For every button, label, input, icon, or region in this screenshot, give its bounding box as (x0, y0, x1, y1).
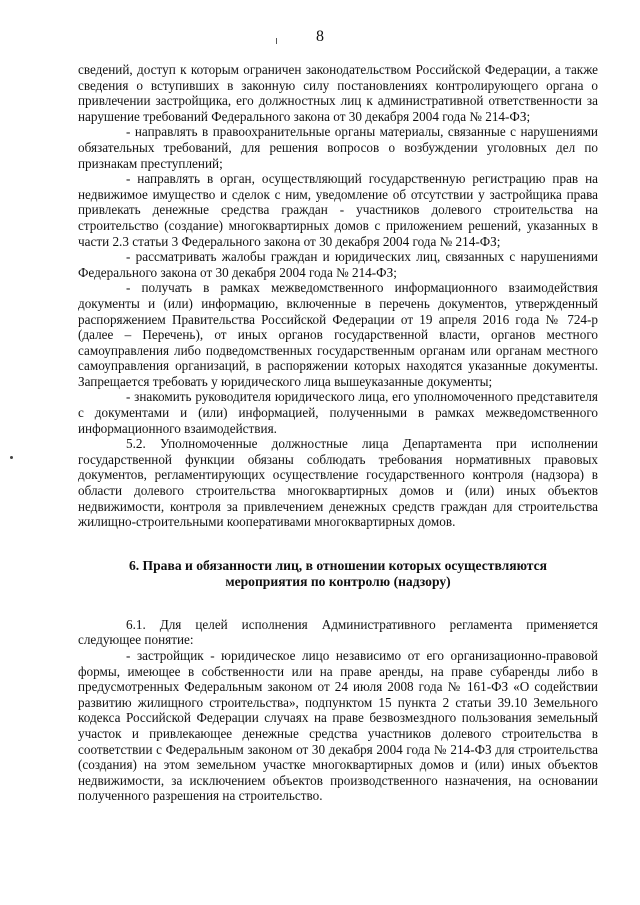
paragraph-item: - получать в рамках межведомственного информационного взаимодействия документы и (или) информацию, включенные в перечень документов, утвержденный распоряжением Правительства Российской Федерации от 19 апреля 2016 года № 724-р (далее – Перечень), от иных органов государственной власти, органов местного самоуправления либо подведомственных государственным органам или органам местного самоуправления организаций, в распоряжении которых находятся указанные документы. Запрещается требовать у юридического лица вышеуказанные документы; (78, 280, 598, 389)
section-heading-line: мероприятия по контролю (надзору) (225, 573, 451, 589)
document-body (78, 62, 598, 804)
paragraph-clause: 5.2. Уполномоченные должностные лица Департамента при исполнении государственной функции обязаны соблюдать требования нормативных правовых документов, регламентирующих осуществление государственного контроля (надзора) в области долевого строительства многоквартирных домов и (или) иных объектов недвижимости, контроля за привлечением денежных средств граждан для строительства жилищно-строительными кооперативами многоквартирных домов. (78, 436, 598, 530)
paragraph-item: - знакомить руководителя юридического лица, его уполномоченного представителя с документами и (или) информацией, полученными в рамках межведомственного информационного взаимодействия. (78, 389, 598, 436)
scan-mark (10, 456, 13, 459)
page-number: 8 (316, 28, 324, 45)
scan-mark (276, 38, 277, 44)
paragraph-item: - направлять в орган, осуществляющий государственную регистрацию прав на недвижимое имущество и сделок с ним, уведомление об отсутствии у застройщика права привлекать денежные средства граждан - участников долевого строительства на строительство (создание) многоквартирных домов с приложением решений, указанных в части 2.3 статьи 3 Федерального закона от 30 декабря 2004 года № 214-ФЗ; (78, 171, 598, 249)
paragraph-definition: - застройщик - юридическое лицо независимо от его организационно-правовой формы, имеющее в собственности или на праве аренды, на праве субаренды либо в предусмотренных Федеральным законом от 24 июля 2008 года № 161-ФЗ «О содействии развитию жилищного строительства», подпунктом 15 пункта 2 статьи 39.10 Земельного кодекса Российской Федерации случаях на праве безвозмездного пользования земельный участок и привлекающее денежные средства участников долевого строительства в соответствии с Федеральным законом от 30 декабря 2004 года № 214-ФЗ для строительства (создания) на этом земельном участке многоквартирных домов и (или) иных объектов недвижимости, за исключением объектов производственного назначения, на основании полученного разрешения на строительство. (78, 648, 598, 804)
paragraph-continuation: сведений, доступ к которым ограничен законодательством Российской Федерации, а также сведения о вступивших в законную силу постановлениях контролирующего органа о привлечении застройщика, его должностных лиц к административной ответственности за нарушение требований Федерального закона от 30 декабря 2004 года № 214-ФЗ; (78, 62, 598, 124)
paragraph-clause: 6.1. Для целей исполнения Административного регламента применяется следующее понятие: (78, 616, 598, 648)
section-heading (78, 558, 598, 590)
paragraph-item: - рассматривать жалобы граждан и юридических лиц, связанных с нарушениями Федерального закона от 30 декабря 2004 года № 214-ФЗ; (78, 249, 598, 280)
section-heading-line: 6. Права и обязанности лиц, в отношении которых осуществляются (128, 557, 548, 573)
paragraph-item: - направлять в правоохранительные органы материалы, связанные с нарушениями обязательных требований, для решения вопросов о возбуждении уголовных дел по признакам преступлений; (78, 124, 598, 171)
